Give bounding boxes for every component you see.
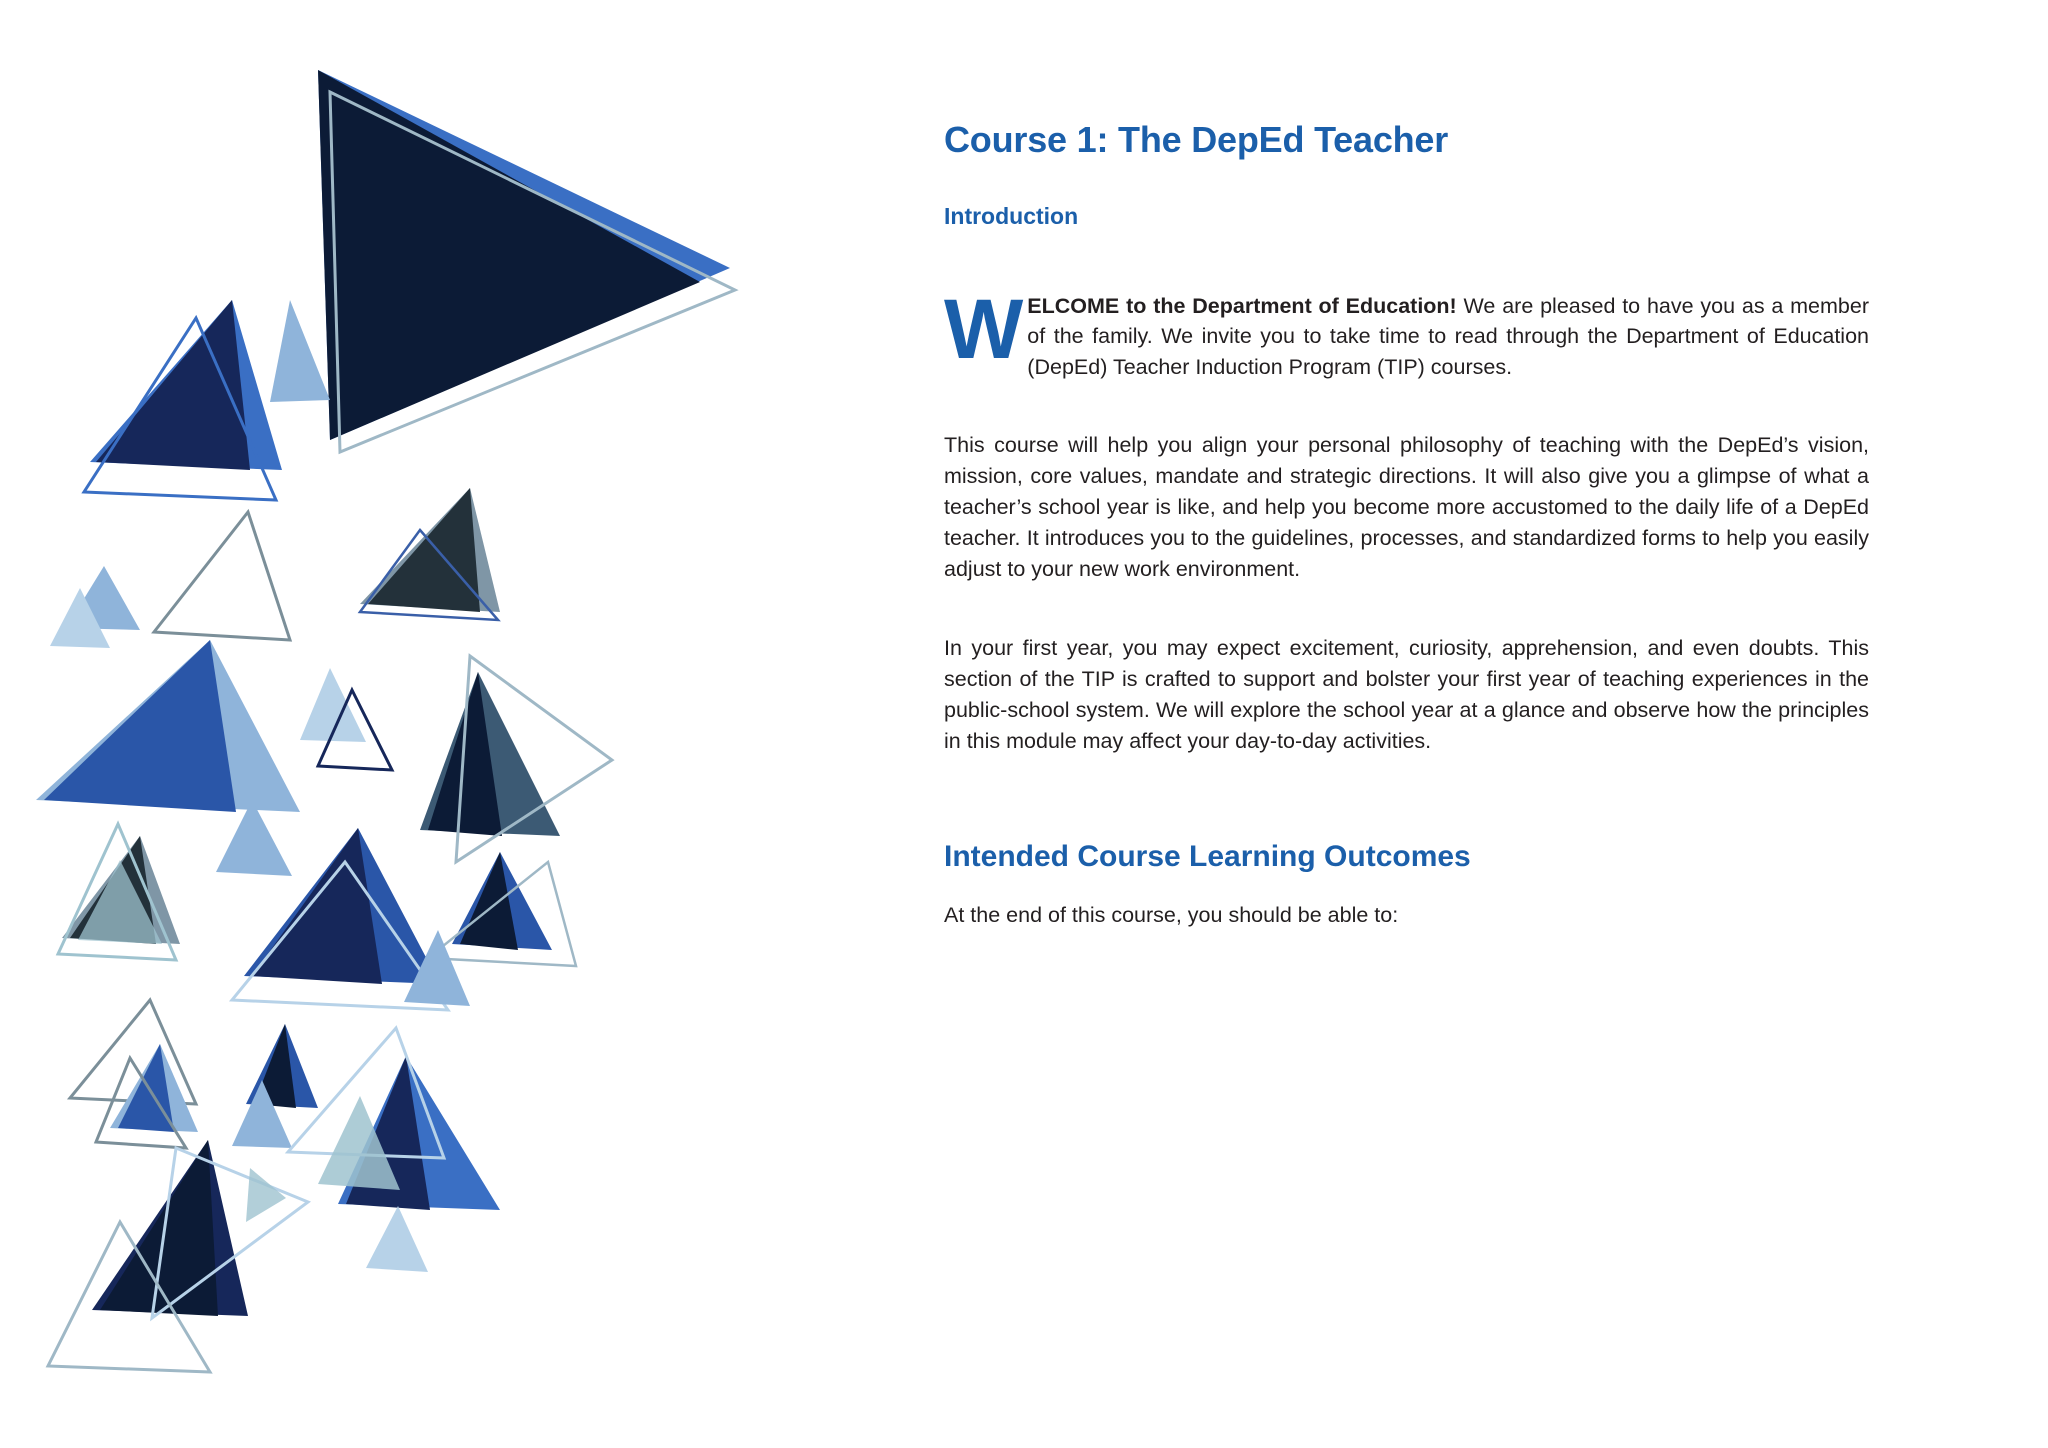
body-paragraph-2: In your first year, you may expect excitement, curiosity, apprehension, and even doubts. This section of the TIP is crafted to support and bolster your first year of teaching experiences in the public-school system. We will explore the school year at a glance and observe how the principles in this module may affect your day-to-day activities. [944, 636, 1869, 753]
text-column [944, 118, 1869, 952]
outcomes-lead-text: At the end of this course, you should be able to: [944, 902, 1399, 927]
section-heading-introduction: Introduction [944, 203, 1079, 230]
introduction-paragraph [944, 281, 1869, 383]
intro-lead-bold: to the Department of Education! [1119, 293, 1457, 318]
page-title: Course 1: The DepEd Teacher [944, 119, 1449, 160]
section-heading-outcomes: Intended Course Learning Outcomes [944, 839, 1471, 873]
drop-cap: W [944, 281, 1024, 376]
triangles-decoration [0, 0, 800, 1448]
body-paragraph-1: This course will help you align your personal philosophy of teaching with the DepEd’s vision, mission, core values, mandate and strategic directions. It will also give you a glimpse of what a teacher’s school year is like, and help you become more accustomed to the daily life of a DepEd teacher. It introduces you to the guidelines, processes, and standardized forms to help you easily adjust to your new work environment. [944, 433, 1869, 582]
intro-lead-caps: ELCOME [1027, 293, 1120, 318]
intro-rest: We are pleased to have you as a member of the family. We invite you to take time to read through the Department of Education (DepEd) Teacher Induction Program (TIP) courses. [1027, 293, 1869, 379]
